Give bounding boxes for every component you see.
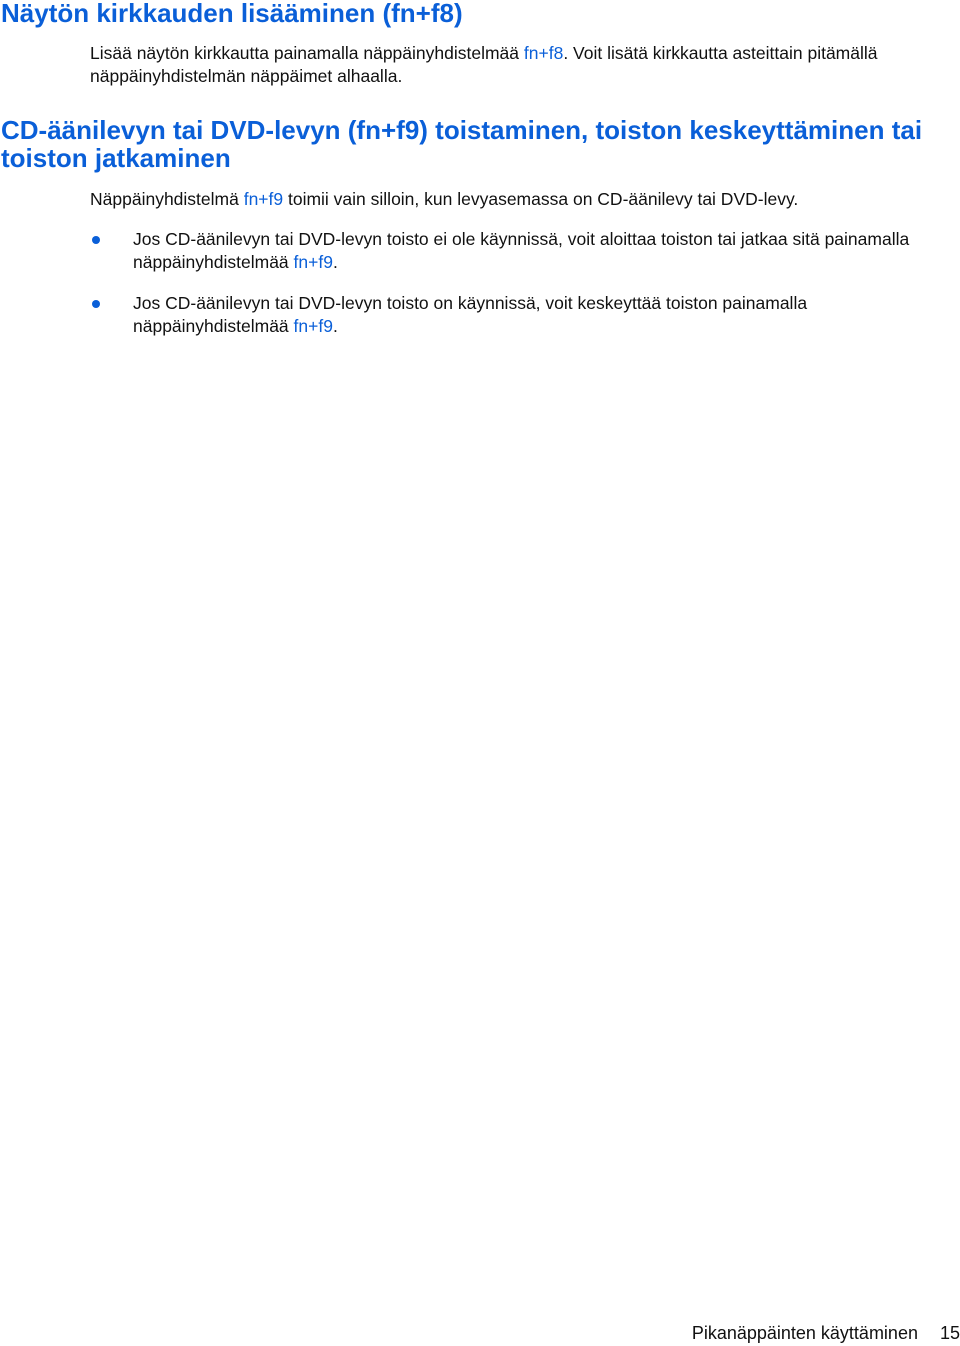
bullet-icon xyxy=(92,300,100,308)
text: Jos CD-äänilevyn tai DVD-levyn toisto on käynnissä, voit keskeyttää toiston painamalla näppäinyhdistelmää xyxy=(133,293,808,336)
section-heading-playback: CD-äänilevyn tai DVD-levyn (fn+f9) toistaminen, toiston keskeyttäminen tai toiston jatkaminen xyxy=(1,115,923,173)
text: Lisää näytön kirkkautta painamalla näppäinyhdistelmää xyxy=(90,43,524,63)
list-item-text xyxy=(133,292,923,338)
text: . Voit lisätä kirkkautta asteittain pitämällä näppäinyhdistelmän näppäimet alhaalla. xyxy=(90,43,878,86)
key-combo: fn+f9 xyxy=(293,252,333,272)
page-footer xyxy=(670,1322,960,1344)
paragraph-brightness xyxy=(90,42,960,88)
key-combo: fn+f8 xyxy=(523,43,564,63)
key-combo: fn+f9 xyxy=(293,316,333,336)
text: Jos CD-äänilevyn tai DVD-levyn toisto ei ole käynnissä, voit aloittaa toiston tai jatkaa sitä painamalla näppäinyhdistelmää xyxy=(133,229,910,272)
section-heading-brightness: Näytön kirkkauden lisääminen (fn+f8) xyxy=(1,0,463,28)
chapter-title: Pikanäppäinten käyttäminen xyxy=(691,1323,918,1343)
list-item-text xyxy=(133,228,923,274)
text: toimii vain silloin, kun levyasemassa on CD-äänilevy tai DVD-levy. xyxy=(283,189,799,209)
text: Näppäinyhdistelmä xyxy=(90,189,244,209)
bullet-icon xyxy=(92,236,100,244)
text: . xyxy=(332,252,338,272)
key-combo: fn+f9 xyxy=(243,189,284,209)
page-number: 15 xyxy=(939,1323,960,1343)
paragraph-playback xyxy=(90,188,960,211)
text: . xyxy=(332,316,338,336)
